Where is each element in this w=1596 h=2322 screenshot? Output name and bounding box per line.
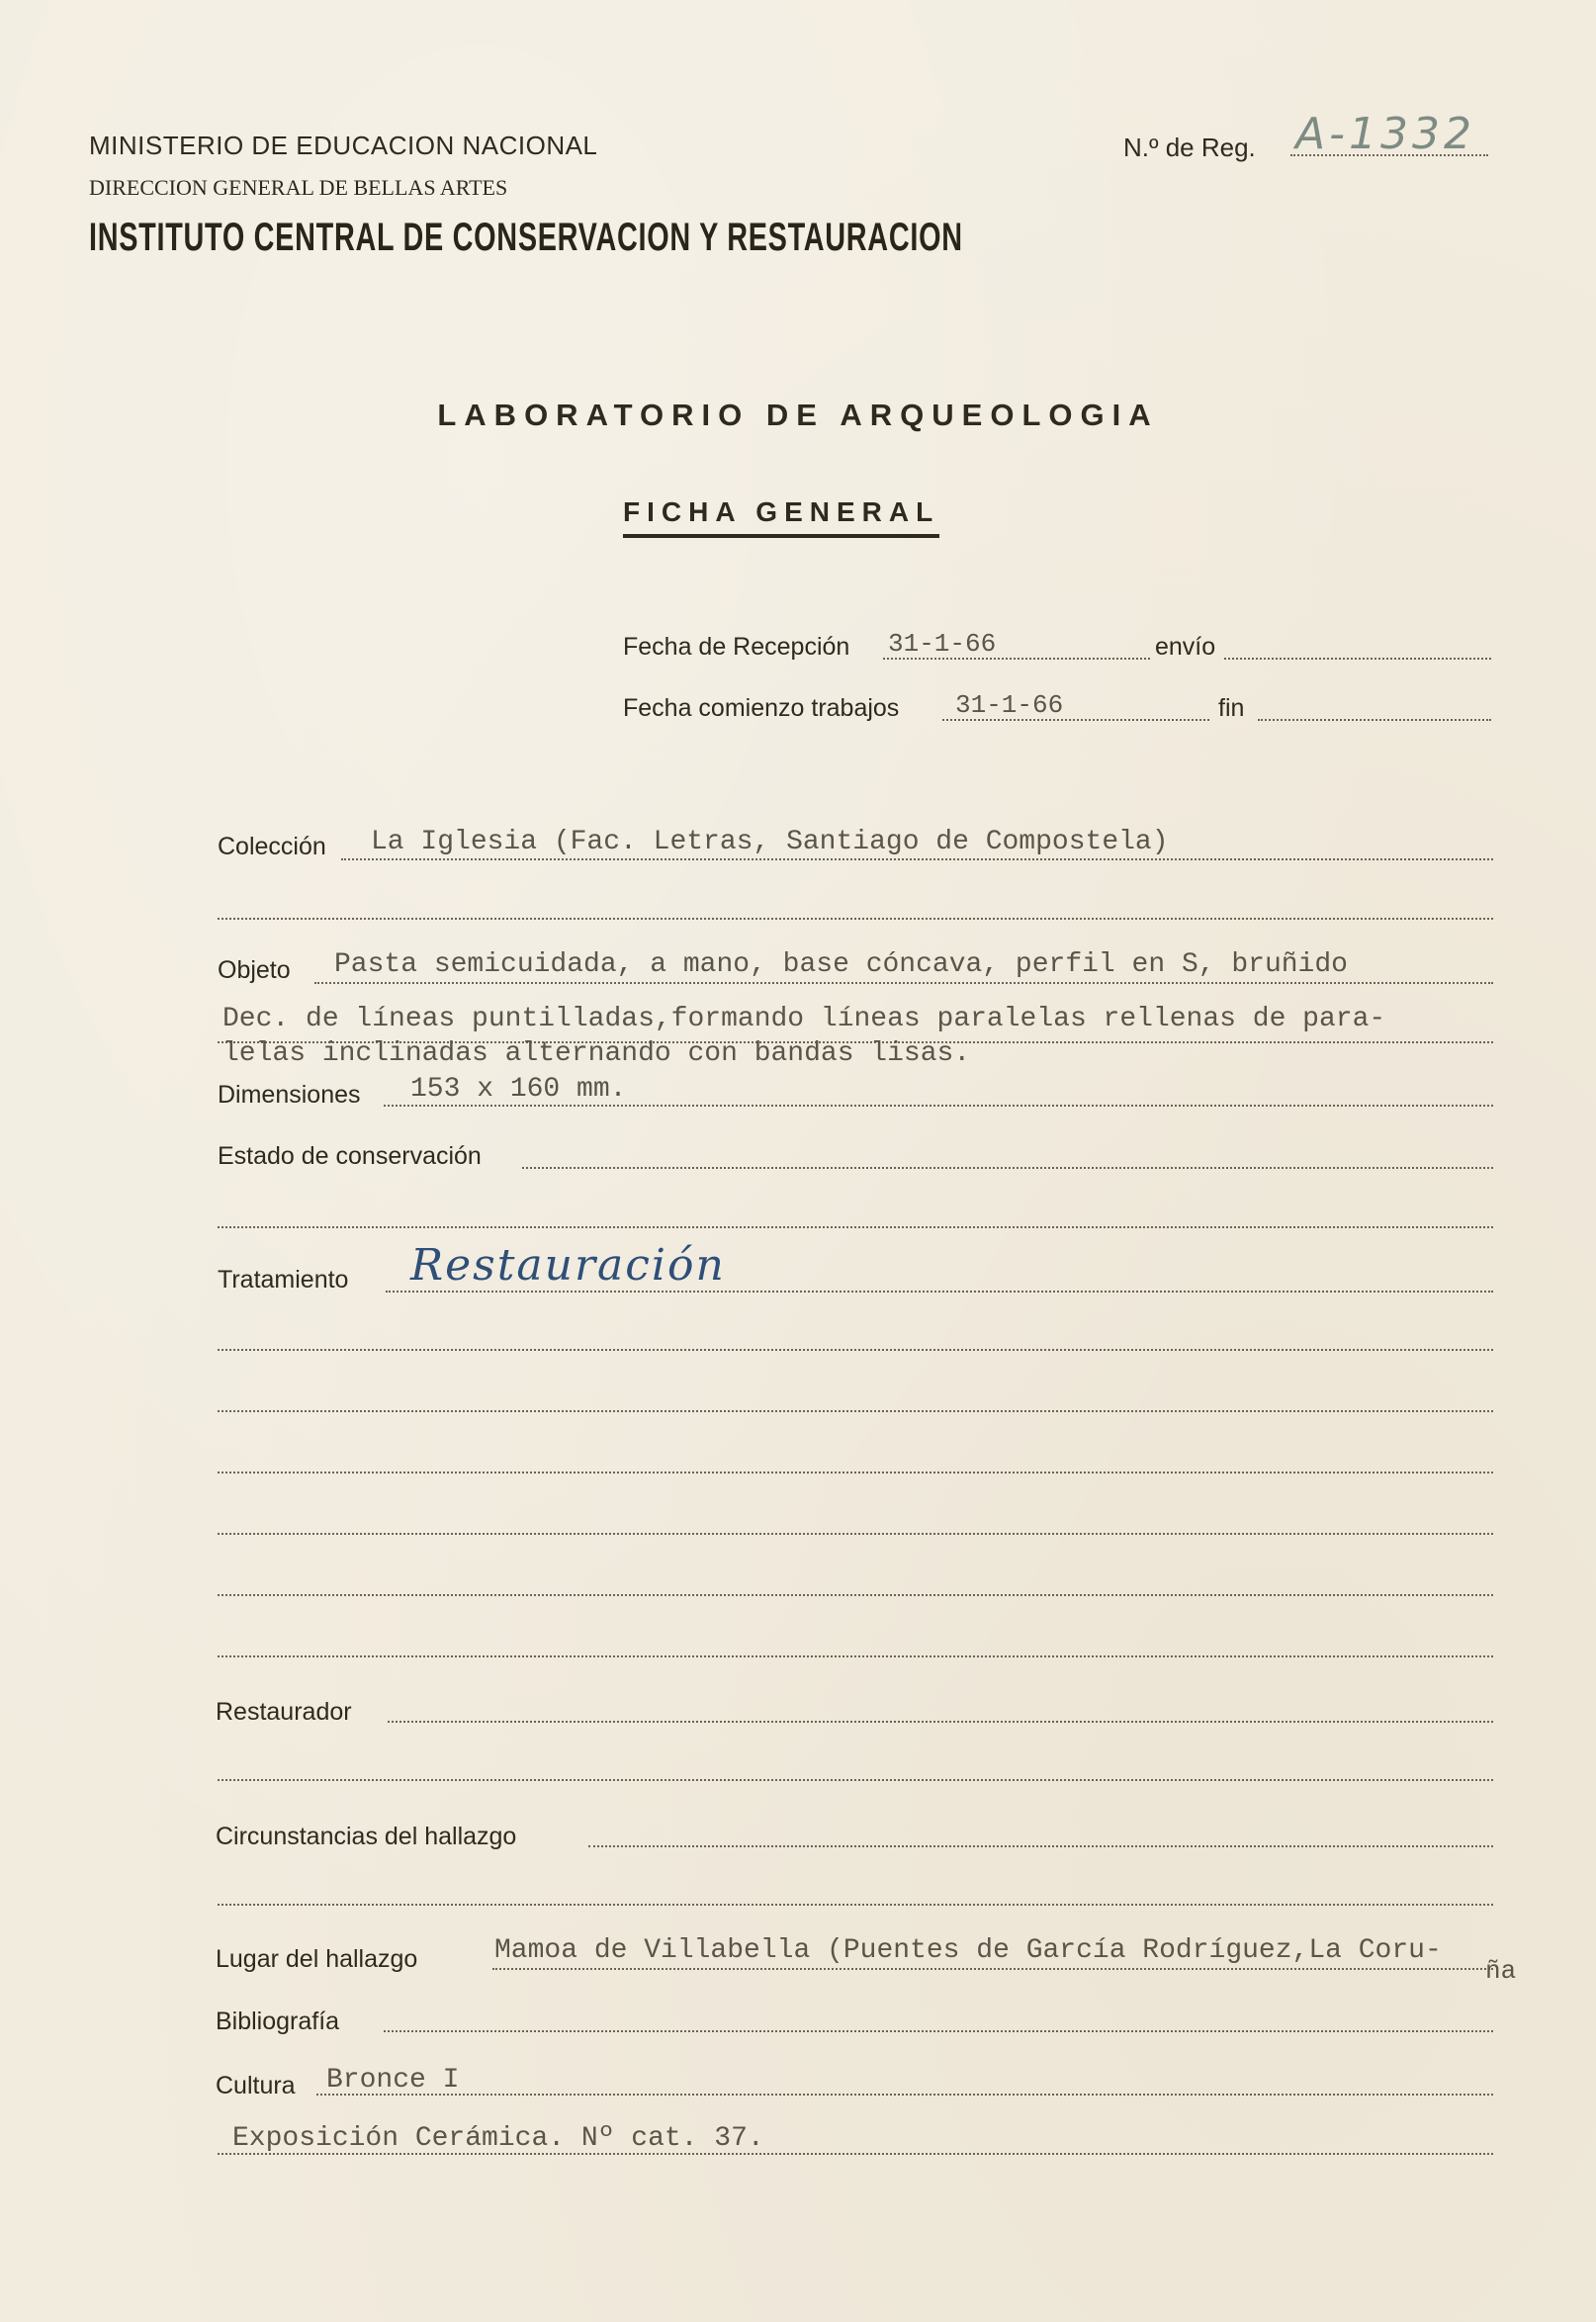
restaurador-field[interactable] bbox=[388, 1721, 1493, 1723]
circunstancias-field[interactable] bbox=[588, 1845, 1493, 1847]
sent-date-field[interactable] bbox=[1224, 658, 1491, 660]
objeto-value-line1: Pasta semicuidada, a mano, base cóncava, perfil en S, bruñido bbox=[334, 949, 1348, 980]
blank-line[interactable] bbox=[218, 1410, 1493, 1412]
end-date-field[interactable] bbox=[1258, 719, 1491, 721]
ministry-heading: MINISTERIO DE EDUCACION NACIONAL bbox=[89, 131, 598, 160]
cultura-label: Cultura bbox=[216, 2072, 296, 2099]
dimensiones-label: Dimensiones bbox=[218, 1081, 361, 1109]
lugar-label: Lugar del hallazgo bbox=[216, 1945, 418, 1973]
institute-heading: INSTITUTO CENTRAL DE CONSERVACION Y RESTAURACION bbox=[89, 216, 963, 259]
blank-line[interactable] bbox=[218, 1349, 1493, 1351]
end-date-label: fin bbox=[1218, 694, 1245, 722]
registration-value: A-1332 bbox=[1295, 109, 1475, 159]
reception-date-value: 31-1-66 bbox=[888, 629, 997, 659]
estado-field-line2[interactable] bbox=[218, 1226, 1493, 1228]
blank-line[interactable] bbox=[218, 1533, 1493, 1535]
laboratory-title: LABORATORIO DE ARQUEOLOGIA bbox=[437, 398, 1159, 432]
nota-value: Exposición Cerámica. Nº cat. 37. bbox=[232, 2123, 764, 2154]
dimensiones-field[interactable] bbox=[384, 1105, 1493, 1107]
estado-field[interactable] bbox=[522, 1167, 1493, 1169]
directorate-heading: DIRECCION GENERAL DE BELLAS ARTES bbox=[89, 175, 508, 200]
bibliografia-label: Bibliografía bbox=[216, 2008, 340, 2035]
coleccion-field[interactable] bbox=[341, 858, 1493, 860]
cultura-value: Bronce I bbox=[326, 2065, 460, 2096]
reception-date-label: Fecha de Recepción bbox=[623, 633, 850, 661]
cultura-field[interactable] bbox=[316, 2094, 1493, 2096]
lugar-value: Mamoa de Villabella (Puentes de García Rodríguez,La Coru- bbox=[494, 1935, 1442, 1966]
tratamiento-label: Tratamiento bbox=[218, 1266, 349, 1294]
lugar-field[interactable] bbox=[492, 1968, 1493, 1970]
blank-line[interactable] bbox=[218, 1594, 1493, 1596]
restaurador-label: Restaurador bbox=[216, 1698, 352, 1726]
bibliografia-field[interactable] bbox=[384, 2030, 1493, 2032]
registration-label: N.º de Reg. bbox=[1123, 133, 1256, 162]
blank-line[interactable] bbox=[218, 1655, 1493, 1657]
coleccion-value: La Iglesia (Fac. Letras, Santiago de Compostela) bbox=[371, 827, 1169, 857]
circunstancias-label: Circunstancias del hallazgo bbox=[216, 1823, 517, 1850]
circunstancias-field-line2[interactable] bbox=[218, 1904, 1493, 1906]
restaurador-field-line2[interactable] bbox=[218, 1779, 1493, 1781]
dimensiones-value: 153 x 160 mm. bbox=[410, 1074, 627, 1105]
tratamiento-value: Restauración bbox=[410, 1240, 726, 1291]
objeto-value-line2: Dec. de líneas puntilladas,formando líneas paralelas rellenas de para- bbox=[222, 1004, 1386, 1034]
objeto-label: Objeto bbox=[218, 956, 291, 984]
objeto-field[interactable] bbox=[314, 982, 1493, 984]
blank-line[interactable] bbox=[218, 1472, 1493, 1474]
estado-label: Estado de conservación bbox=[218, 1142, 482, 1170]
objeto-value-line3: lelas inclinadas alternando con bandas lisas. bbox=[222, 1038, 971, 1069]
work-start-value: 31-1-66 bbox=[955, 690, 1064, 720]
coleccion-label: Colección bbox=[218, 833, 326, 860]
work-start-label: Fecha comienzo trabajos bbox=[623, 694, 900, 722]
form-title: FICHA GENERAL bbox=[623, 496, 939, 538]
coleccion-field-line2[interactable] bbox=[218, 918, 1493, 920]
sent-date-label: envío bbox=[1155, 633, 1216, 661]
tratamiento-field[interactable] bbox=[386, 1291, 1493, 1293]
lugar-value-overflow: ña bbox=[1485, 1956, 1517, 1986]
